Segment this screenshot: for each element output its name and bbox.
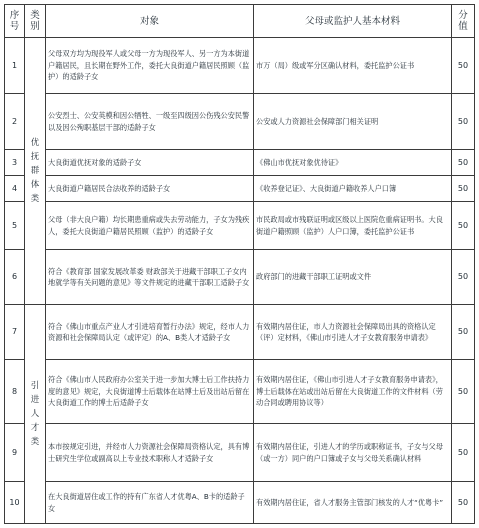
table-row [5, 150, 475, 176]
row-materials: 《佛山市优抚对象优待证》 [254, 150, 452, 176]
row-materials: 市民政局或市残联证明或区级以上医院危重病证明书。大良街道户籍照顾（监护）人户口簿，委托监护公证书 [254, 202, 452, 250]
row-object: 大良街道优抚对象的适龄子女 [46, 150, 254, 176]
row-materials: 有效期内居住证，《佛山市引进人才子女教育服务申请表》，博士后载体在站或出站后留在大良街道工作的文件材料（劳动合同或聘用协议等） [254, 360, 452, 424]
row-seq: 1 [5, 38, 25, 94]
header-materials: 父母或监护人基本材料 [254, 5, 452, 38]
table-row [5, 305, 475, 360]
header-score: 分值 [452, 5, 475, 38]
row-score: 50 [452, 250, 475, 305]
row-materials: 《收养登记证》、大良街道户籍收养人户口簿 [254, 176, 452, 202]
category-cell-group1: 优抚群体类 [25, 38, 46, 305]
header-seq: 序号 [5, 5, 25, 38]
row-seq: 3 [5, 150, 25, 176]
admission-score-table [4, 4, 475, 524]
header-object: 对象 [46, 5, 254, 38]
row-object: 大良街道户籍居民合法收养的适龄子女 [46, 176, 254, 202]
row-object: 符合《佛山市人民政府办公室关于进一步加大博士后工作扶持力度的意见》规定，大良街道博士后载体在站博士后及出站后留在大良街道工作的博士后适龄子女 [46, 360, 254, 424]
row-materials: 市万（局）级或军分区确认材料，委托监护公证书 [254, 38, 452, 94]
table-row [5, 176, 475, 202]
table-row [5, 38, 475, 94]
row-materials: 有效期内居住证，省人才服务主管部门核发的人才“优粤卡” [254, 482, 452, 524]
table-row [5, 424, 475, 482]
row-score: 50 [452, 202, 475, 250]
table-row [5, 94, 475, 150]
row-materials: 有效期内居住证，市人力资源社会保障局出具的资格认定（评）定材料，《佛山市引进人才子女教育服务申请表》 [254, 305, 452, 360]
row-object: 符合《教育部 国家发展改革委 财政部关于进藏干部职工子女内地就学等有关问题的意见》等文件规定的进藏干部职工适龄子女 [46, 250, 254, 305]
table-row [5, 202, 475, 250]
table-row [5, 360, 475, 424]
row-seq: 4 [5, 176, 25, 202]
row-seq: 9 [5, 424, 25, 482]
header-category: 类别 [25, 5, 46, 38]
row-object: 符合《佛山市重点产业人才引进培育暂行办法》规定，经市人力资源和社会保障局认定（或评定）的A、B类人才适龄子女 [46, 305, 254, 360]
row-score: 50 [452, 38, 475, 94]
row-seq: 2 [5, 94, 25, 150]
table-header-row [5, 5, 475, 38]
row-score: 50 [452, 150, 475, 176]
row-materials: 有效期内居住证，引进人才的学历或职称证书，子女与父母（或一方）同户的户口簿或子女与父母关系确认材料 [254, 424, 452, 482]
row-score: 50 [452, 424, 475, 482]
row-materials: 政府部门的进藏干部职工证明或文件 [254, 250, 452, 305]
row-object: 本市按规定引进，并经市人力资源社会保障局资格认定，具有博士研究生学位或副高以上专业技术职称人才适龄子女 [46, 424, 254, 482]
row-object: 父母双方均为现役军人或父母一方为现役军人、另一方为本街道户籍居民，且长期在野外工作，委托大良街道户籍居民照顾（监护）的适龄子女 [46, 38, 254, 94]
admission-score-table-container [4, 4, 474, 523]
row-score: 50 [452, 482, 475, 524]
category-cell-group2: 引进人才类 [25, 305, 46, 524]
row-seq: 7 [5, 305, 25, 360]
table-row [5, 482, 475, 524]
row-score: 50 [452, 360, 475, 424]
row-seq: 5 [5, 202, 25, 250]
row-seq: 8 [5, 360, 25, 424]
row-object: 在大良街道居住或工作的持有广东省人才优粤A、B卡的适龄子女 [46, 482, 254, 524]
row-object: 父母（非大良户籍）均长期患重病或失去劳动能力，子女为残疾人，委托大良街道户籍居民照顾（监护）的适龄子女 [46, 202, 254, 250]
row-score: 50 [452, 94, 475, 150]
table-row [5, 250, 475, 305]
row-materials: 公安或人力资源社会保障部门相关证明 [254, 94, 452, 150]
row-seq: 10 [5, 482, 25, 524]
row-seq: 6 [5, 250, 25, 305]
row-score: 50 [452, 176, 475, 202]
row-score: 50 [452, 305, 475, 360]
row-object: 公安烈士、公安英模和因公牺牲、一级至四级因公伤残公安民警以及因公殉职基层干部的适龄子女 [46, 94, 254, 150]
